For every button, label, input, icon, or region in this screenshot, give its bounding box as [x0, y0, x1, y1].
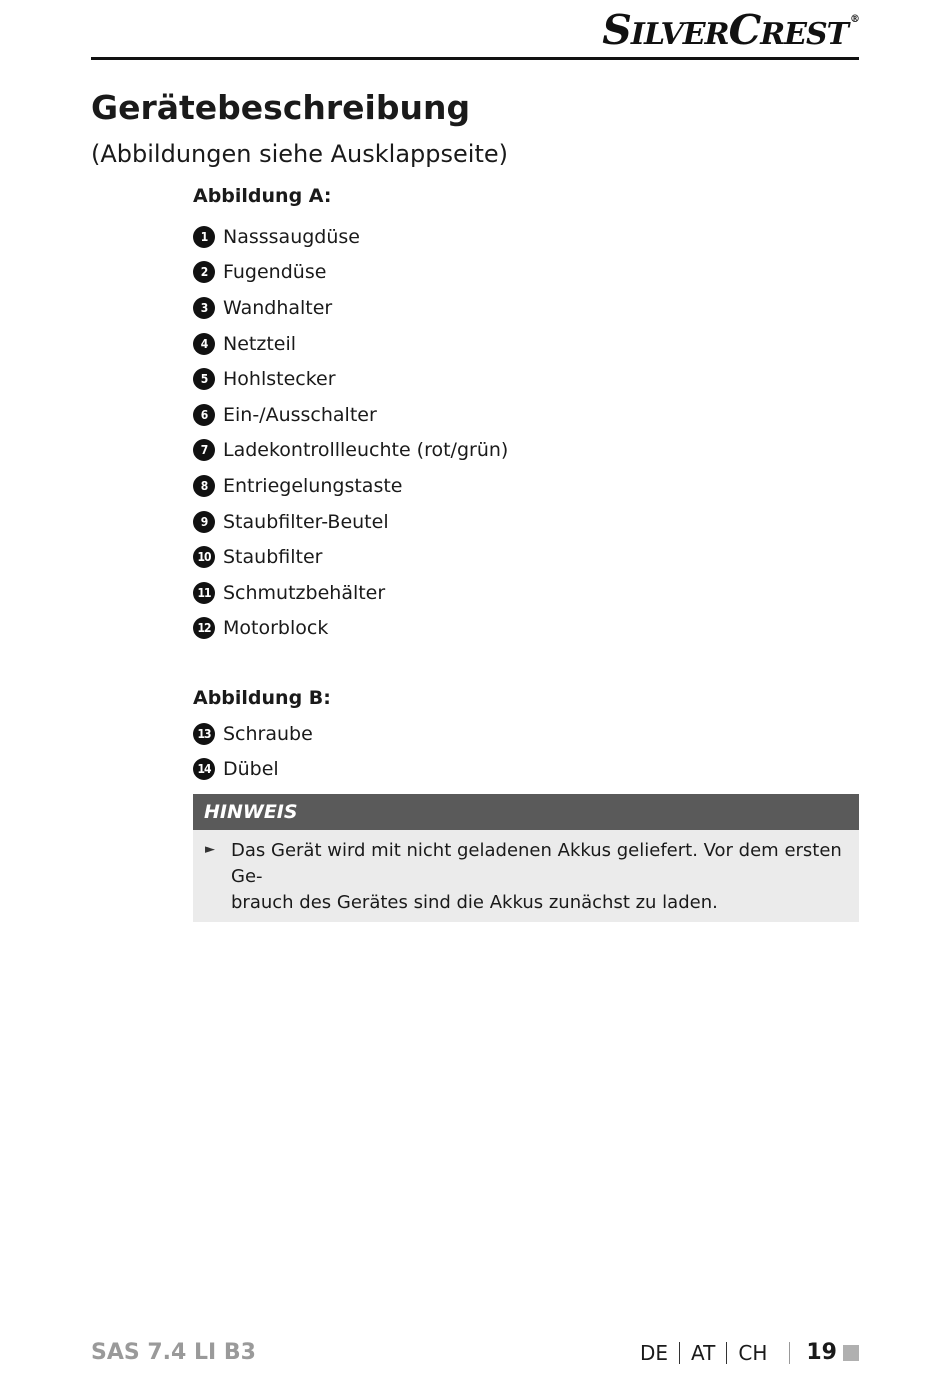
notice-text-line: Das Gerät wird mit nicht geladenen Akkus geliefert. Vor dem ersten Ge- [231, 840, 842, 887]
number-badge: 10 [193, 546, 215, 568]
registered-mark: ® [850, 14, 859, 25]
divider [726, 1342, 727, 1364]
list-item [193, 611, 508, 647]
list-item [193, 716, 313, 752]
number-badge: 5 [193, 368, 215, 390]
logo-text: REST [760, 17, 848, 52]
item-label: Schraube [223, 722, 313, 745]
list-item [193, 397, 508, 433]
notice-heading: HINWEIS [193, 794, 859, 830]
item-label: Dübel [223, 758, 279, 781]
page-title: Gerätebeschreibung [91, 88, 471, 127]
header-rule [91, 57, 859, 60]
triangle-bullet-icon: ► [205, 842, 215, 857]
figure-b-heading: Abbildung B: [193, 687, 331, 709]
number-badge: 12 [193, 617, 215, 639]
item-label: Ladekontrollleuchte (rot/grün) [223, 439, 509, 462]
page-subtitle: (Abbildungen siehe Ausklappseite) [91, 140, 508, 168]
number-badge: 8 [193, 475, 215, 497]
notice-text-line: brauch des Gerätes sind die Akkus zunächst zu laden. [231, 892, 718, 913]
square-marker-icon [843, 1345, 859, 1361]
list-item [193, 361, 508, 397]
list-item [193, 290, 508, 326]
item-label: Ein-/Ausschalter [223, 403, 377, 426]
page-number: 19 [806, 1340, 837, 1365]
number-badge: 11 [193, 582, 215, 604]
list-item [193, 219, 508, 255]
item-label: Motorblock [223, 617, 329, 640]
item-label: Fugendüse [223, 261, 327, 284]
list-item [193, 433, 508, 469]
footer-model: SAS 7.4 LI B3 [91, 1340, 256, 1365]
list-item [193, 752, 313, 788]
list-item [193, 504, 508, 540]
item-label: Hohlstecker [223, 368, 336, 391]
silvercrest-logo [602, 6, 859, 54]
list-item [193, 539, 508, 575]
number-badge: 7 [193, 439, 215, 461]
item-label: Staubfilter [223, 546, 323, 569]
logo-text: ILVER [630, 17, 729, 52]
number-badge: 3 [193, 297, 215, 319]
number-badge: 13 [193, 723, 215, 745]
item-label: Netzteil [223, 332, 297, 355]
item-label: Wandhalter [223, 296, 333, 319]
number-badge: 9 [193, 511, 215, 533]
footer-right [640, 1340, 859, 1365]
notice-text [231, 838, 845, 916]
lang-de: DE [639, 1340, 668, 1365]
list-item [193, 326, 508, 362]
number-badge: 4 [193, 333, 215, 355]
number-badge: 14 [193, 758, 215, 780]
list-item [193, 575, 508, 611]
lang-at: AT [691, 1340, 716, 1365]
divider [679, 1342, 680, 1364]
figure-a-heading: Abbildung A: [193, 185, 332, 207]
number-badge: 2 [193, 261, 215, 283]
figure-a-list [193, 219, 508, 646]
number-badge: 1 [193, 226, 215, 248]
list-item [193, 255, 508, 291]
divider [789, 1342, 790, 1364]
lang-ch: CH [738, 1340, 768, 1365]
figure-b-list [193, 716, 313, 787]
number-badge: 6 [193, 404, 215, 426]
hinweis-notice-box [193, 794, 859, 922]
item-label: Entriegelungstaste [223, 474, 403, 497]
item-label: Schmutzbehälter [223, 581, 386, 604]
item-label: Staubfilter-Beutel [223, 510, 389, 533]
item-label: Nasssaugdüse [223, 225, 360, 248]
logo-letter: C [728, 6, 761, 54]
list-item [193, 468, 508, 504]
notice-body [193, 830, 859, 922]
logo-letter: S [602, 6, 631, 54]
